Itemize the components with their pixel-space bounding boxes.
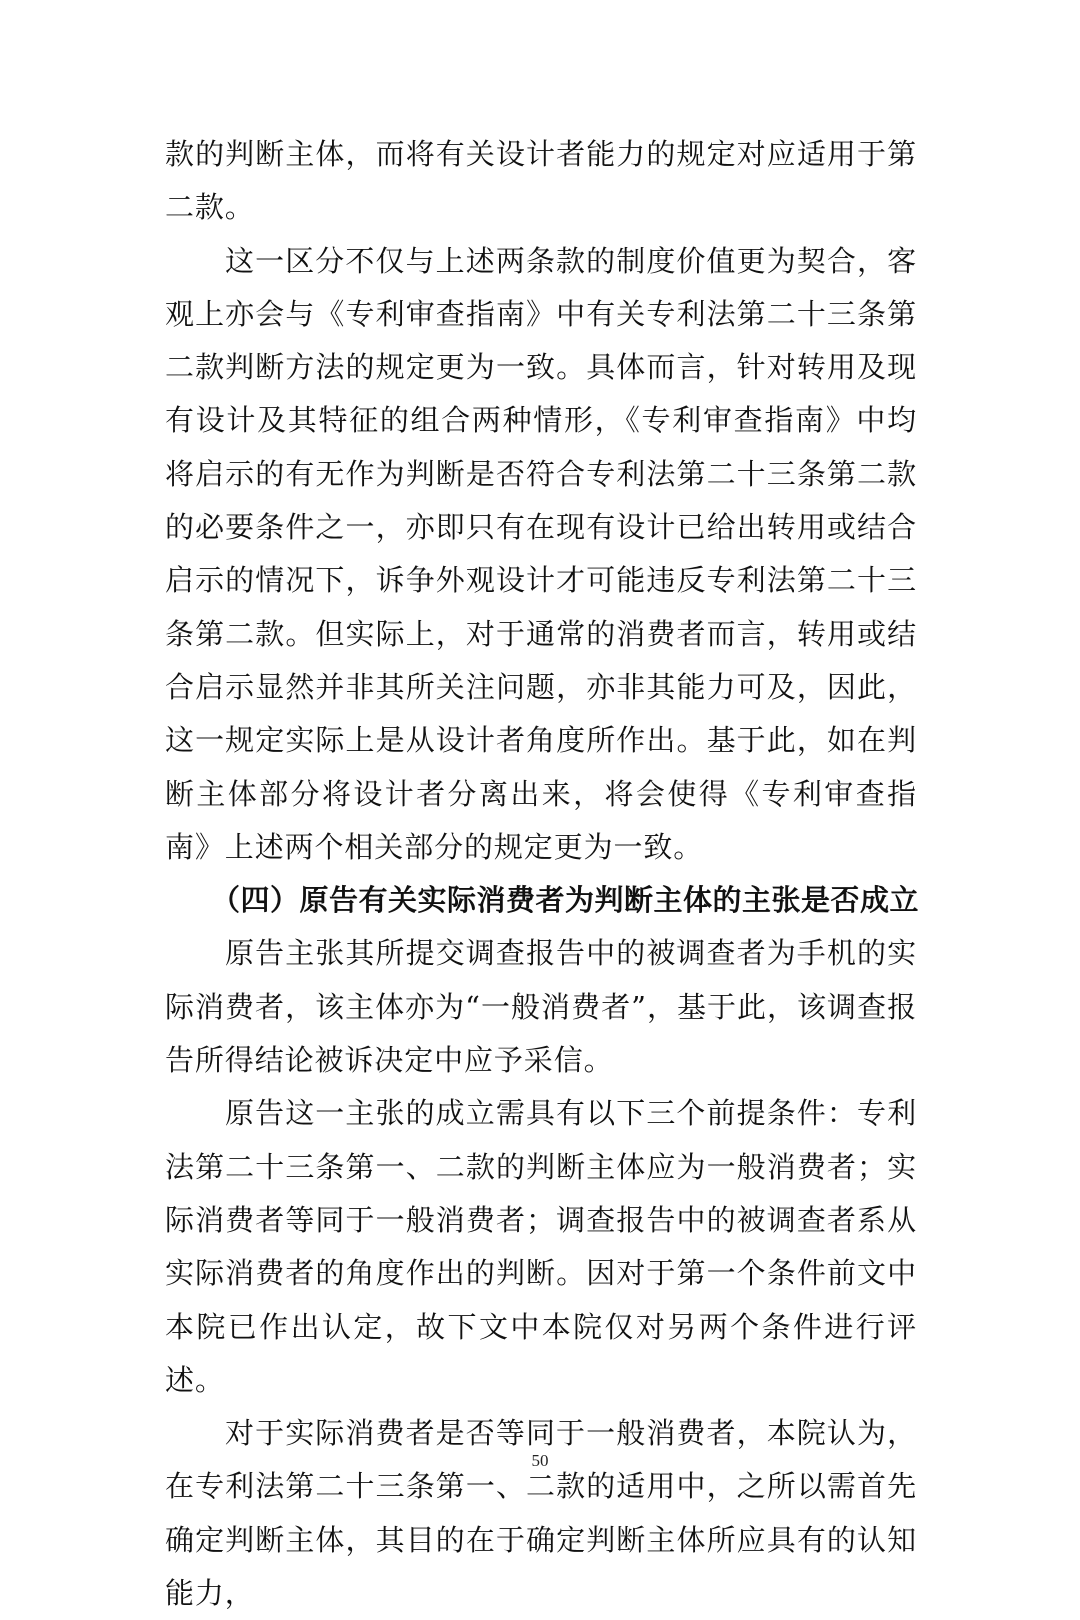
paragraph-5: 对于实际消费者是否等同于一般消费者，本院认为，在专利法第二十三条第一、二款的适用中，之所以需首先确定判断主体，其目的在于确定判断主体所应具有的认知能力， (165, 1416, 917, 1611)
paragraph-1: 款的判断主体，而将有关设计者能力的规定对应适用于第二款。 (165, 137, 917, 225)
section-heading: （四）原告有关实际消费者为判断主体的主张是否成立 (211, 883, 920, 918)
page-number: 50 (531, 1451, 549, 1470)
document-body (165, 128, 920, 1620)
paragraph-2: 这一区分不仅与上述两条款的制度价值更为契合，客观上亦会与《专利审查指南》中有关专利法第二十三条第二款判断方法的规定更为一致。具体而言，针对转用及现有设计及其特征的组合两种情形，《专利审查指南》中均将启示的有无作为判断是否符合专利法第二十三条第二款的必要条件之一，亦即只有在现有设计已给出转用或结合启示的情况下，诉争外观设计才可能违反专利法第二十三条第二款。但实际上，对于通常的消费者而言，转用或结合启示显然并非其所关注问题，亦非其能力可及，因此，这一规定实际上是从设计者角度所作出。基于此，如在判断主体部分将设计者分离出来，将会使得《专利审查指南》上述两个相关部分的规定更为一致。 (165, 243, 917, 864)
paragraph-3: 原告主张其所提交调查报告中的被调查者为手机的实际消费者，该主体亦为“一般消费者”，基于此，该调查报告所得结论被诉决定中应予采信。 (165, 936, 917, 1078)
paragraph-4: 原告这一主张的成立需具有以下三个前提条件：专利法第二十三条第一、二款的判断主体应为一般消费者；实际消费者等同于一般消费者；调查报告中的被调查者系从实际消费者的角度作出的判断。因对于第一个条件前文中本院已作出认定，故下文中本院仅对另两个条件进行评述。 (165, 1096, 917, 1397)
